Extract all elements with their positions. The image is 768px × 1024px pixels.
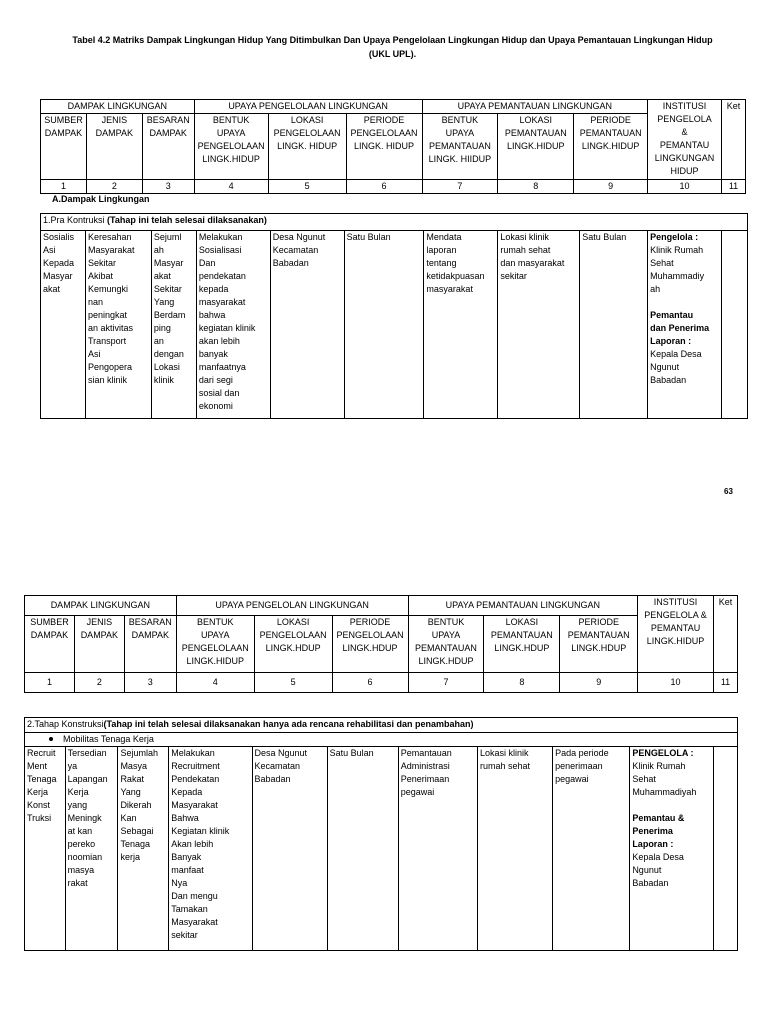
col-number: 1 (25, 673, 75, 693)
cell-bentuk-pemantauan: Mendata laporan tentang ketidakpuasan masyarakat (424, 231, 498, 419)
institusi-pemantau: Kepala Desa Ngunut Babadan (632, 852, 684, 888)
col-besaran-dampak: BESARAN DAMPAK (124, 616, 176, 673)
cell-bentuk-pengelolaan: Melakukan Recruitment Pendekatan Kepada Masyarakat Bahwa Kegiatan klinik Akan lebih Banyak manfaat Nya Dan mengu Tamakan Masyarakat sekitar (169, 747, 252, 951)
col-besaran-dampak: BESARAN DAMPAK (142, 114, 194, 180)
col-jenis-dampak: JENIS DAMPAK (74, 616, 124, 673)
cell-bentuk-pengelolaan: Melakukan Sosialisasi Dan pendekatan kepada masyarakat bahwa kegiatan klinik akan lebih banyak manfaatnya dari segi sosial dan ekonomi (196, 231, 270, 419)
institusi-pemantau-label: Pemantau & Penerima Laporan : (632, 813, 685, 849)
section-2-table (24, 717, 738, 951)
col-jenis-dampak: JENIS DAMPAK (86, 114, 142, 180)
page-number: 63 (724, 487, 733, 496)
institusi-pengelola: Klinik Rumah Sehat Muhammadiy ah (650, 245, 705, 294)
cell-periode-pengelolaan: Satu Bulan (327, 747, 398, 951)
col-periode-pengelolaan: PERIODE PENGELOLAAN LINGK. HIDUP (346, 114, 422, 180)
section-1-table (40, 213, 748, 419)
cell-lokasi-pemantauan: Lokasi klinik rumah sehat dan masyarakat sekitar (498, 231, 580, 419)
group-institusi: INSTITUSI PENGELOLA & PEMANTAU LINGKUNGAN HIDUP (648, 100, 722, 180)
cell-sumber-dampak: Recruit Ment Tenaga Kerja Konst Truksi (25, 747, 66, 951)
cell-besaran-dampak: Sejumlah Masya Rakat Yang Dikerah Kan Sebagai Tenaga kerja (118, 747, 169, 951)
col-number: 4 (176, 673, 254, 693)
cell-ket (722, 231, 748, 419)
col-number: 7 (422, 180, 498, 194)
col-number: 9 (560, 673, 638, 693)
col-number: 2 (86, 180, 142, 194)
col-number: 7 (408, 673, 484, 693)
col-number: 9 (574, 180, 648, 194)
institusi-pemantau-label: Pemantau dan Penerima Laporan : (650, 310, 710, 346)
section-a-label: A.Dampak Lingkungan (52, 194, 150, 204)
col-number: 10 (638, 673, 714, 693)
matrix-header-table-1 (40, 99, 746, 194)
group-ket: Ket (721, 100, 745, 180)
cell-periode-pengelolaan: Satu Bulan (344, 231, 424, 419)
cell-lokasi-pengelolaan: Desa Ngunut Kecamatan Babadan (252, 747, 327, 951)
col-number: 10 (648, 180, 722, 194)
title-line-1: Tabel 4.2 Matriks Dampak Lingkungan Hidup Yang Ditimbulkan Dan Upaya Pengelolaan Lingkungan Hidup dan Upaya Pemantauan Lingkungan Hidup (72, 35, 713, 45)
col-number: 6 (332, 673, 408, 693)
cell-ket (713, 747, 737, 951)
group-institusi: INSTITUSI PENGELOLA & PEMANTAU LINGK.HIDUP (638, 596, 714, 673)
col-sumber-dampak: SUMBER DAMPAK (41, 114, 87, 180)
section-2-heading: 2.Tahap Konstruksi(Tahap ini telah selesai dilaksanakan hanya ada rencana rehabilitasi dan penambahan) (25, 718, 738, 733)
col-bentuk-pengelolaan: BENTUK UPAYA PENGELOLAAN LINGK.HIDUP (194, 114, 268, 180)
cell-periode-pemantauan: Pada periode penerimaan pegawai (553, 747, 630, 951)
col-periode-pemantauan: PERIODE PEMANTAUAN LINGK.HDUP (560, 616, 638, 673)
col-number: 5 (268, 180, 346, 194)
title-line-2: (UKL UPL). (368, 49, 417, 59)
institusi-pengelola-label: Pengelola : (650, 232, 699, 242)
cell-sumber-dampak: Sosialis Asi Kepada Masyar akat (41, 231, 86, 419)
cell-periode-pemantauan: Satu Bulan (580, 231, 648, 419)
col-bentuk-pemantauan: BENTUK UPAYA PEMANTAUAN LINGK. HIIDUP (422, 114, 498, 180)
cell-jenis-dampak: Tersedian ya Lapangan Kerja yang Meningk at kan pereko noomian masya rakat (65, 747, 118, 951)
cell-institusi (648, 231, 722, 419)
col-lokasi-pemantauan: LOKASI PEMANTAUAN LINGK.HIDUP (498, 114, 574, 180)
col-number: 11 (721, 180, 745, 194)
col-number: 5 (254, 673, 332, 693)
col-number: 3 (124, 673, 176, 693)
col-number: 11 (713, 673, 737, 693)
cell-besaran-dampak: Sejuml ah Masyar akat Sekitar Yang Berdam ping an dengan Lokasi klinik (151, 231, 196, 419)
group-pengelolaan: UPAYA PENGELOLAN LINGKUNGAN (176, 596, 408, 616)
group-pemantauan: UPAYA PEMANTAUAN LINGKUNGAN (422, 100, 648, 114)
cell-institusi (630, 747, 713, 951)
document-title (40, 33, 745, 61)
institusi-pengelola-label: PENGELOLA : (632, 748, 694, 758)
group-dampak: DAMPAK LINGKUNGAN (25, 596, 177, 616)
group-pengelolaan: UPAYA PENGELOLAAN LINGKUNGAN (194, 100, 422, 114)
col-bentuk-pengelolaan: BENTUK UPAYA PENGELOLAAN LINGK.HIDUP (176, 616, 254, 673)
col-number: 3 (142, 180, 194, 194)
col-number: 6 (346, 180, 422, 194)
col-number: 1 (41, 180, 87, 194)
col-periode-pemantauan: PERIODE PEMANTAUAN LINGK.HIDUP (574, 114, 648, 180)
col-lokasi-pengelolaan: LOKASI PENGELOLAAN LINGK.HDUP (254, 616, 332, 673)
matrix-header-table-2 (24, 595, 738, 693)
cell-jenis-dampak: Keresahan Masyarakat Sekitar Akibat Kemungki nan peningkat an aktivitas Transport Asi Pengopera sian klinik (85, 231, 151, 419)
group-pemantauan: UPAYA PEMANTAUAN LINGKUNGAN (408, 596, 638, 616)
col-number: 2 (74, 673, 124, 693)
section-2-subheading: Mobilitas Tenaga Kerja (25, 733, 738, 747)
col-lokasi-pengelolaan: LOKASI PENGELOLAAN LINGK. HIDUP (268, 114, 346, 180)
col-periode-pengelolaan: PERIODE PENGELOLAAN LINGK.HDUP (332, 616, 408, 673)
group-ket: Ket (713, 596, 737, 673)
bullet-icon (49, 737, 53, 741)
col-bentuk-pemantauan: BENTUK UPAYA PEMANTAUAN LINGK.HDUP (408, 616, 484, 673)
cell-bentuk-pemantauan: Pemantauan Administrasi Penerimaan pegawai (398, 747, 477, 951)
group-dampak: DAMPAK LINGKUNGAN (41, 100, 195, 114)
col-number: 8 (498, 180, 574, 194)
col-number: 8 (484, 673, 560, 693)
institusi-pemantau: Kepala Desa Ngunut Babadan (650, 349, 702, 385)
col-sumber-dampak: SUMBER DAMPAK (25, 616, 75, 673)
institusi-pengelola: Klinik Rumah Sehat Muhammadiyah (632, 761, 697, 797)
section-1-heading: 1.Pra Kontruksi (Tahap ini telah selesai dilaksanakan) (41, 214, 748, 231)
cell-lokasi-pemantauan: Lokasi klinik rumah sehat (477, 747, 552, 951)
col-lokasi-pemantauan: LOKASI PEMANTAUAN LINGK.HDUP (484, 616, 560, 673)
col-number: 4 (194, 180, 268, 194)
cell-lokasi-pengelolaan: Desa Ngunut Kecamatan Babadan (270, 231, 344, 419)
